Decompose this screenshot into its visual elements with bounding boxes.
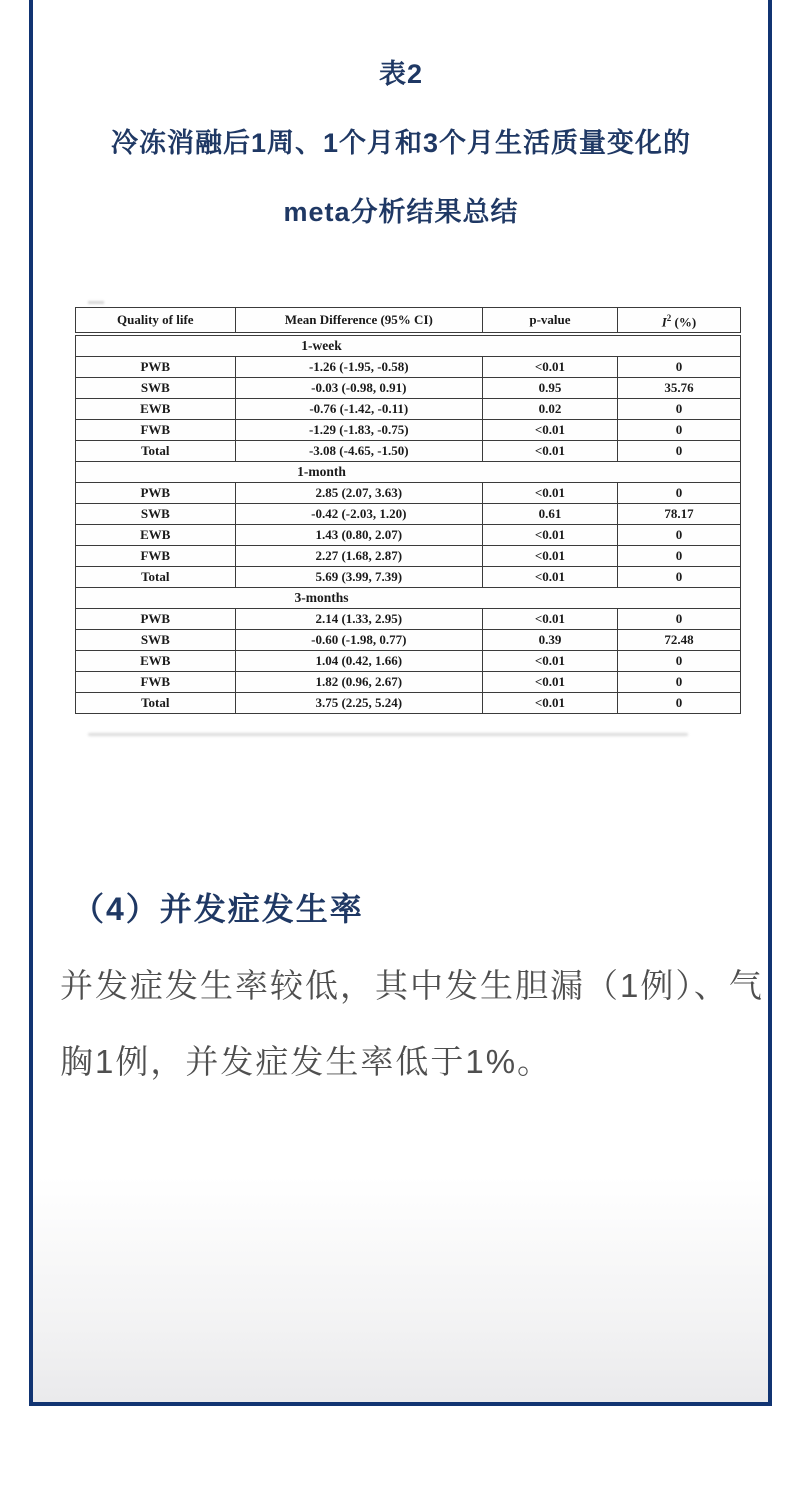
table-cell: <0.01: [482, 567, 617, 588]
table-cell: Total: [76, 567, 236, 588]
table-cell: 0: [617, 357, 740, 378]
table-row: [76, 483, 741, 504]
table-cell: <0.01: [482, 546, 617, 567]
table-cell: 0: [617, 525, 740, 546]
header-quality-of-life: Quality of life: [76, 308, 236, 335]
table-section-label: 3-months: [76, 588, 741, 609]
table-row: [76, 504, 741, 525]
qol-meta-analysis-table: [75, 307, 741, 714]
table-cell: FWB: [76, 546, 236, 567]
table-cell: <0.01: [482, 651, 617, 672]
table-section-row: [76, 462, 741, 483]
table-cell: EWB: [76, 651, 236, 672]
table-cell: <0.01: [482, 483, 617, 504]
table-cell: Total: [76, 441, 236, 462]
i-squared-suffix: (%): [671, 314, 697, 330]
table-cell: 0: [617, 420, 740, 441]
complication-rate-heading: （4）并发症发生率: [72, 891, 364, 927]
table-row: [76, 546, 741, 567]
table-cell: 1.43 (0.80, 2.07): [235, 525, 482, 546]
table-title-meta: meta分析结果总结: [283, 197, 519, 227]
table-cell: -0.76 (-1.42, -0.11): [235, 399, 482, 420]
table-cell: SWB: [76, 630, 236, 651]
table-cell: 1.82 (0.96, 2.67): [235, 672, 482, 693]
scan-artifact: [88, 301, 104, 304]
table-cell: <0.01: [482, 693, 617, 714]
table-cell: <0.01: [482, 672, 617, 693]
complication-rate-paragraph: [60, 948, 772, 1100]
table-title-description: 冷冻消融后1周、1个月和3个月生活质量变化的: [110, 128, 692, 158]
table-cell: 1.04 (0.42, 1.66): [235, 651, 482, 672]
table-row: [76, 567, 741, 588]
paragraph-line-1: 并发症发生率较低，其中发生胆漏（1例）、气: [60, 967, 764, 1004]
table-cell: 0: [617, 399, 740, 420]
table-row: [76, 651, 741, 672]
table-cell: 0.61: [482, 504, 617, 525]
table-cell: -0.60 (-1.98, 0.77): [235, 630, 482, 651]
table-section-label: 1-week: [76, 334, 741, 357]
table-cell: 78.17: [617, 504, 740, 525]
table-cell: 2.27 (1.68, 2.87): [235, 546, 482, 567]
table-title-number: 表2: [378, 59, 424, 89]
table-section-row: [76, 334, 741, 357]
i-squared-sup: 2: [666, 313, 672, 323]
table-row: [76, 525, 741, 546]
table-row: [76, 378, 741, 399]
table-cell: 2.14 (1.33, 2.95): [235, 609, 482, 630]
header-i-squared: [617, 308, 740, 335]
table-cell: 72.48: [617, 630, 740, 651]
table-cell: -3.08 (-4.65, -1.50): [235, 441, 482, 462]
table-cell: 0: [617, 651, 740, 672]
table-cell: PWB: [76, 357, 236, 378]
table-row: [76, 420, 741, 441]
table-cell: <0.01: [482, 525, 617, 546]
table-cell: 0: [617, 483, 740, 504]
table-cell: -1.26 (-1.95, -0.58): [235, 357, 482, 378]
table-cell: <0.01: [482, 609, 617, 630]
table-cell: 0: [617, 609, 740, 630]
scan-artifact-under-table: [88, 733, 688, 736]
qol-table-body: [76, 334, 741, 714]
table-cell: -0.03 (-0.98, 0.91): [235, 378, 482, 399]
table-cell: FWB: [76, 420, 236, 441]
table-cell: 0.02: [482, 399, 617, 420]
table-cell: 0.39: [482, 630, 617, 651]
table-row: [76, 609, 741, 630]
table-cell: <0.01: [482, 441, 617, 462]
table-cell: EWB: [76, 525, 236, 546]
table-row: [76, 672, 741, 693]
table-row: [76, 357, 741, 378]
table-cell: PWB: [76, 609, 236, 630]
i-squared-base: I: [661, 314, 667, 330]
paragraph-line-2: 胸1例，并发症发生率低于1%。: [60, 1043, 553, 1080]
table-cell: 35.76: [617, 378, 740, 399]
table-cell: SWB: [76, 378, 236, 399]
table-row: [76, 441, 741, 462]
table-cell: 3.75 (2.25, 5.24): [235, 693, 482, 714]
table-cell: <0.01: [482, 357, 617, 378]
table-cell: 0: [617, 546, 740, 567]
table-cell: FWB: [76, 672, 236, 693]
table-cell: PWB: [76, 483, 236, 504]
table-row: [76, 399, 741, 420]
table-row: [76, 630, 741, 651]
table-cell: EWB: [76, 399, 236, 420]
table-cell: 0: [617, 567, 740, 588]
table-cell: <0.01: [482, 420, 617, 441]
table-cell: Total: [76, 693, 236, 714]
table-row: [76, 693, 741, 714]
table-cell: -1.29 (-1.83, -0.75): [235, 420, 482, 441]
table-header-row: [76, 308, 741, 335]
table-cell: 2.85 (2.07, 3.63): [235, 483, 482, 504]
header-p-value: p-value: [482, 308, 617, 335]
qol-table: [75, 307, 741, 714]
table-section-row: [76, 588, 741, 609]
header-mean-difference: Mean Difference (95% CI): [235, 308, 482, 335]
table-cell: SWB: [76, 504, 236, 525]
table-cell: 0: [617, 672, 740, 693]
table-section-label: 1-month: [76, 462, 741, 483]
table-cell: 0: [617, 441, 740, 462]
table-cell: 0: [617, 693, 740, 714]
table-cell: 5.69 (3.99, 7.39): [235, 567, 482, 588]
table-cell: -0.42 (-2.03, 1.20): [235, 504, 482, 525]
table-cell: 0.95: [482, 378, 617, 399]
